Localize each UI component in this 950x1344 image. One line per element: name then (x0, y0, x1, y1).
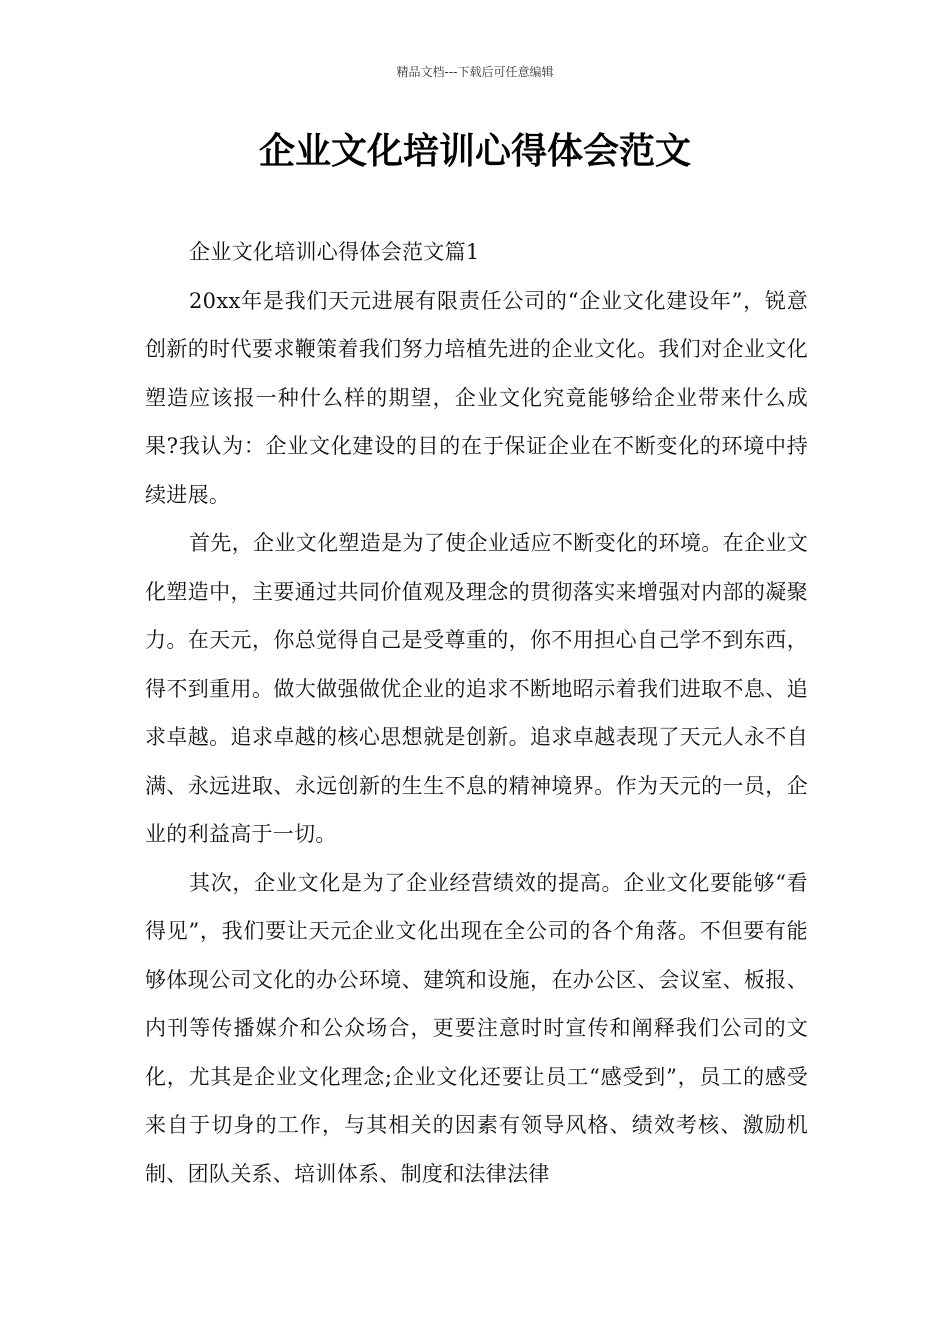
section-heading: 企业文化培训心得体会范文篇1 (189, 240, 480, 264)
paragraph: 20xx年是我们天元进展有限责任公司的“企业文化建设年”，锐意创新的时代要求鞭策着我们努力培植先进的企业文化。我们对企业文化塑造应该报一种什么样的期望，企业文化究竟能够给企业带来什么成果?我认为：企业文化建设的目的在于保证企业在不断变化的环境中持续进展。 (145, 288, 808, 507)
paragraph: 其次，企业文化是为了企业经营绩效的提高。企业文化要能够“看得见”，我们要让天元企业文化出现在全公司的各个角落。不但要有能够体现公司文化的办公环境、建筑和设施，在办公区、会议室、板报、内刊等传播媒介和公众场合，更要注意时时宣传和阐释我们公司的文化，尤其是企业文化理念;企业文化还要让员工“感受到”，员工的感受来自于切身的工作，与其相关的因素有领导风格、绩效考核、激励机制、团队关系、培训体系、制度和法律法律 (145, 870, 808, 1186)
paragraph: 首先，企业文化塑造是为了使企业适应不断变化的环境。在企业文化塑造中，主要通过共同价值观及理念的贯彻落实来增强对内部的凝聚力。在天元，你总觉得自己是受尊重的，你不用担心自己学不到东西，得不到重用。做大做强做优企业的追求不断地昭示着我们进取不息、追求卓越。追求卓越的核心思想就是创新。追求卓越表现了天元人永不自满、永远进取、永远创新的生生不息的精神境界。作为天元的一员，企业的利益高于一切。 (145, 531, 808, 846)
header-note: 精品文档---下载后可任意编辑 (396, 65, 554, 79)
document-body (145, 228, 808, 1198)
document-title: 企业文化培训心得体会范文 (258, 131, 691, 172)
